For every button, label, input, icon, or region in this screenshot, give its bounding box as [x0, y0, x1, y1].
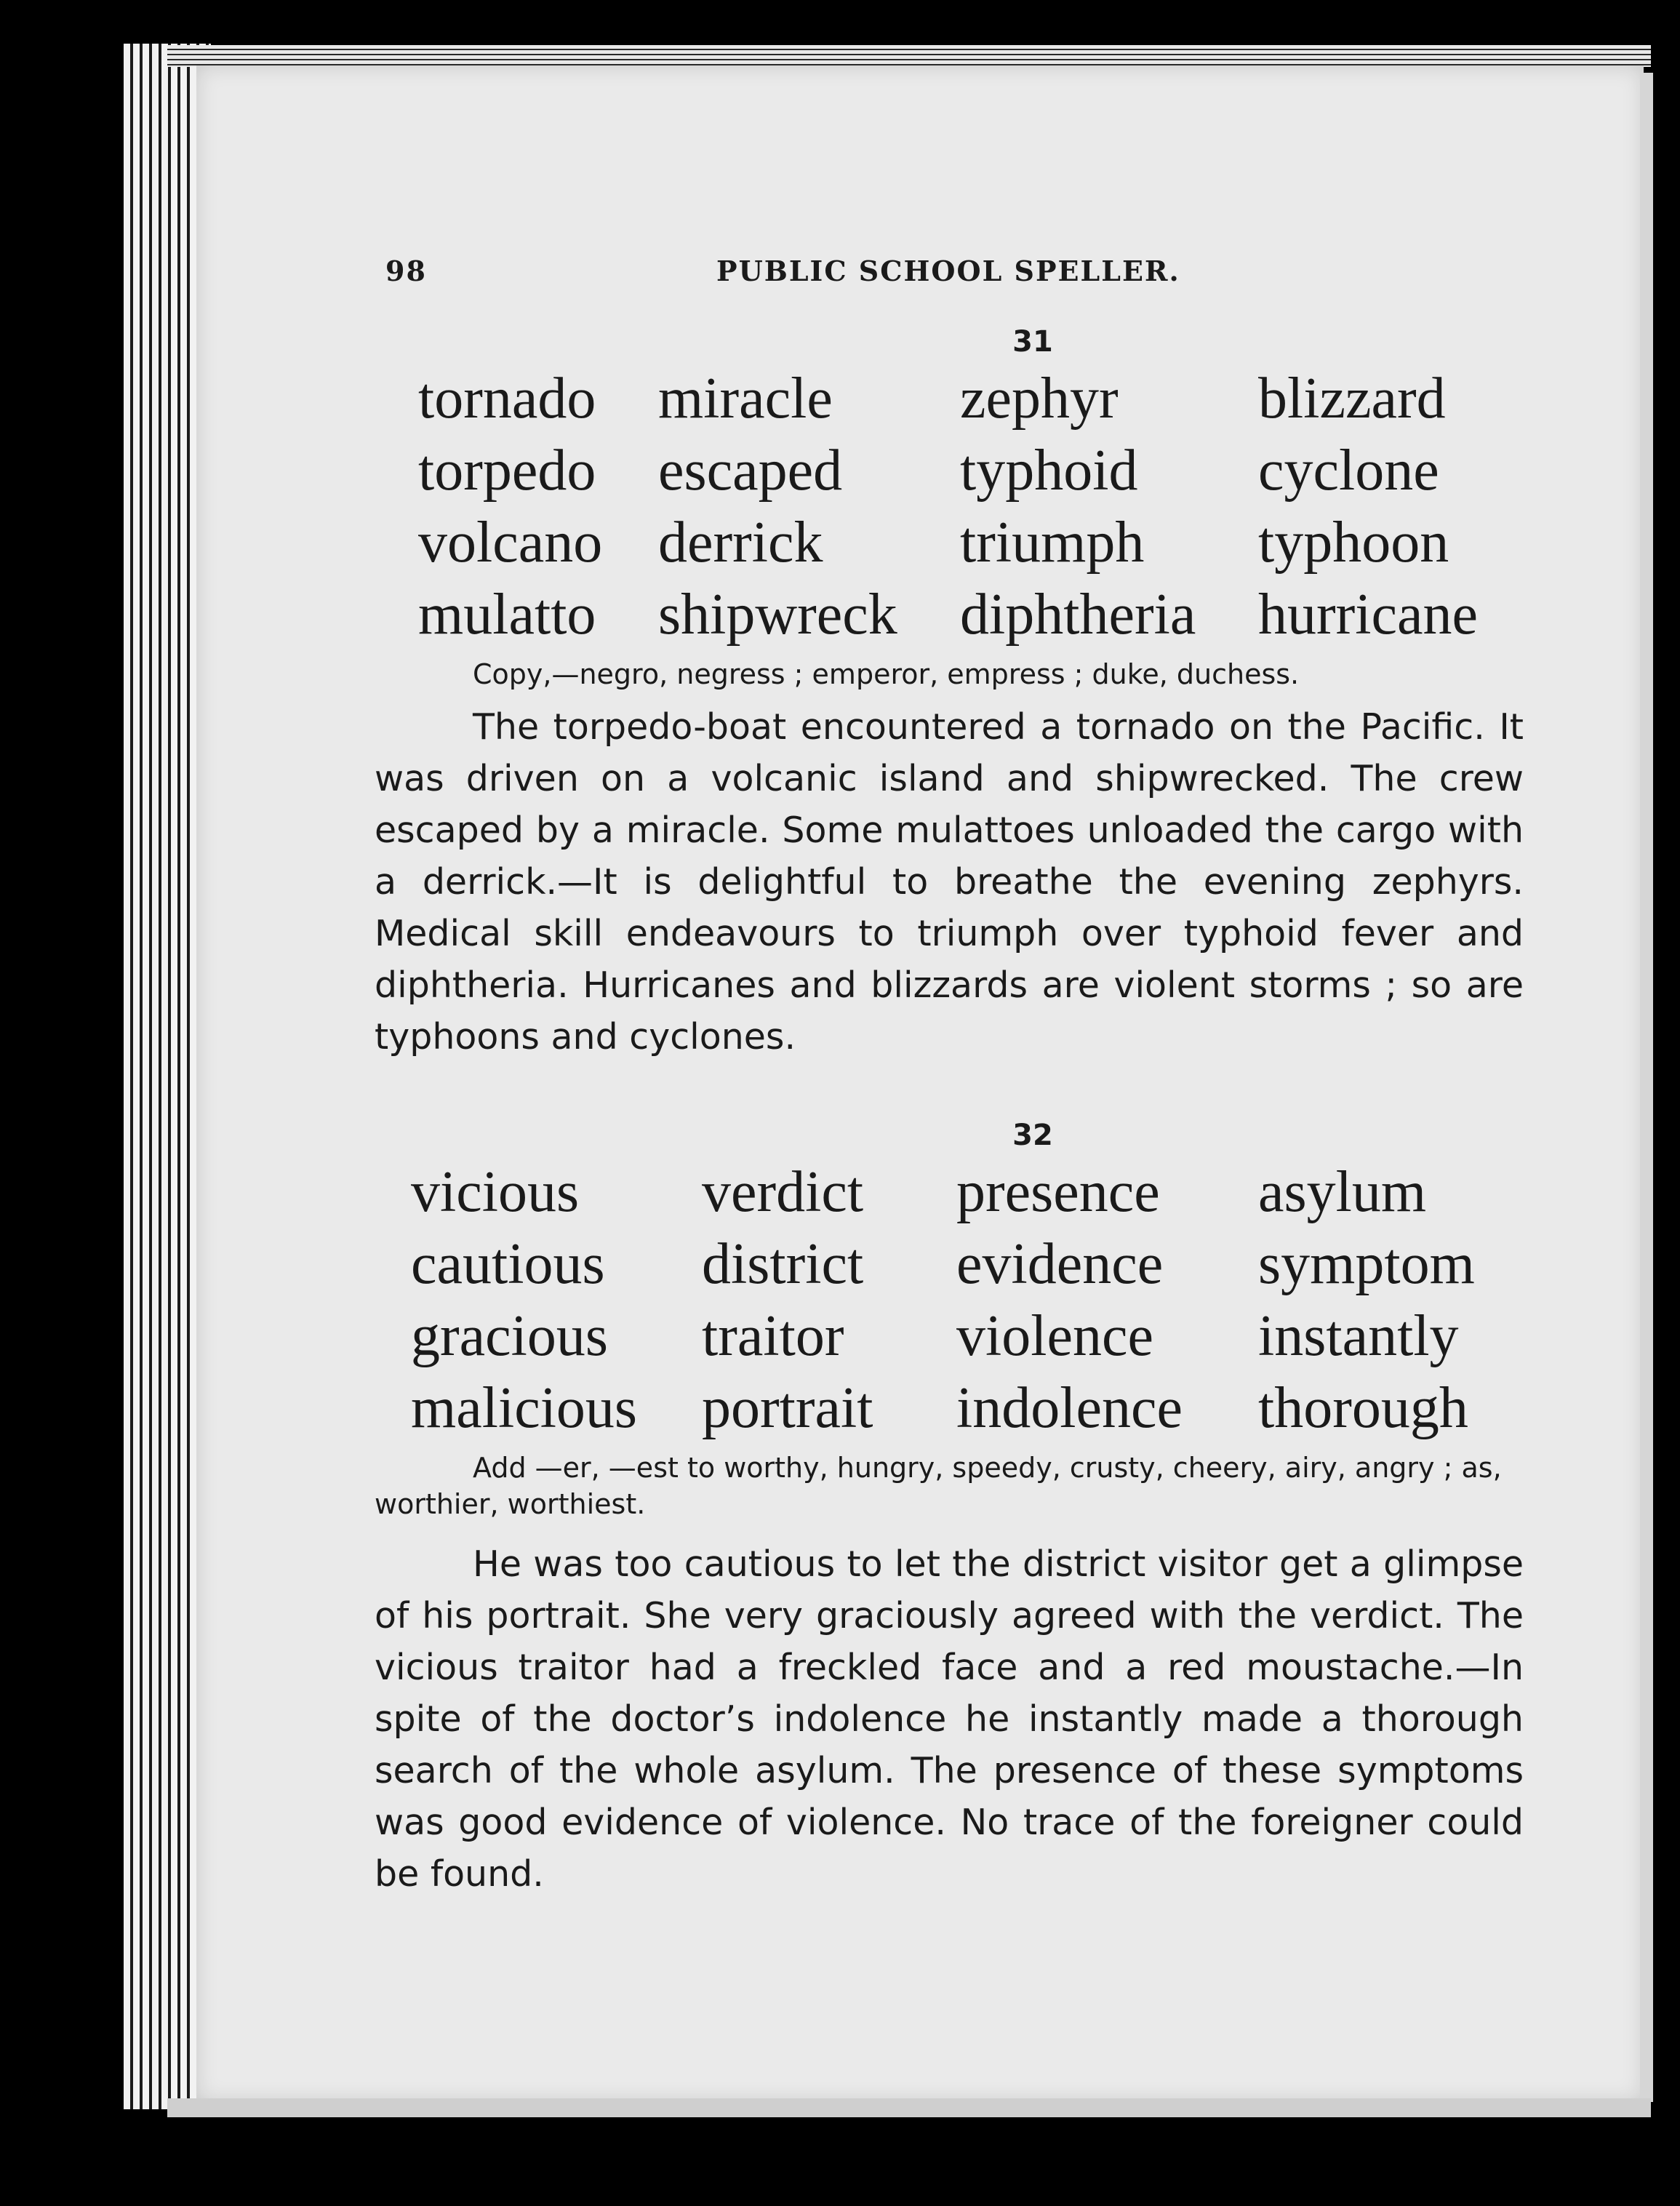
word: shipwreck — [658, 583, 897, 647]
word: cautious — [411, 1232, 605, 1296]
word: diphtheria — [960, 583, 1196, 647]
word: presence — [956, 1160, 1160, 1224]
word: torpedo — [418, 439, 596, 503]
reading-paragraph: He was too cautious to let the district visitor get a glimpse of his portrait. She very graciously agreed with the verdict. The vicious traitor had a freckled face and a red moustache.—In spite of the doctor’s indolence he instantly made a thorough search of the whole asylum. The presence of these symptoms was good evidence of violence. No trace of the foreigner could be found. — [375, 1543, 1524, 1895]
word: blizzard — [1258, 367, 1446, 431]
word: violence — [956, 1304, 1153, 1368]
word: district — [702, 1232, 864, 1296]
word: typhoon — [1258, 511, 1449, 575]
page-edges-top — [167, 45, 1651, 67]
word: malicious — [411, 1376, 638, 1440]
word: symptom — [1258, 1232, 1475, 1296]
reading-paragraph: The torpedo-boat encountered a tornado on the Pacific. It was driven on a volcanic island and shipwrecked. The crew escaped by a miracle. Some mulattoes unloaded the cargo with a derrick.—It is delightful to breathe the evening zephyrs. Medical skill endeavours to triumph over typhoid fever and diphtheria. Hurricanes and blizzards are violent storms ; so are typhoons and cyclones. — [375, 706, 1524, 1058]
word: volcano — [418, 511, 603, 575]
lesson-number: 32 — [1012, 1119, 1053, 1152]
word: verdict — [702, 1160, 864, 1224]
word-list — [418, 364, 1524, 650]
page-edge-bottom — [167, 2098, 1651, 2117]
word: indolence — [956, 1376, 1183, 1440]
word: vicious — [411, 1160, 580, 1224]
word: cyclone — [1258, 439, 1439, 503]
word: escaped — [658, 439, 843, 503]
word: portrait — [702, 1376, 873, 1440]
page-edge-right — [1640, 73, 1653, 2102]
word: thorough — [1258, 1376, 1468, 1440]
lesson-number: 31 — [1012, 325, 1053, 359]
word: hurricane — [1258, 583, 1479, 647]
word: evidence — [956, 1232, 1164, 1296]
word: instantly — [1258, 1304, 1459, 1368]
word: gracious — [411, 1304, 609, 1368]
word: triumph — [960, 511, 1145, 575]
page-number: 98 — [385, 255, 427, 287]
word: derrick — [658, 511, 823, 575]
exercise-note: Copy,—negro, negress ; emperor, empress ; duke, duchess. — [473, 658, 1300, 690]
word: mulatto — [418, 583, 596, 647]
page-content — [375, 255, 1524, 1900]
word-list — [411, 1157, 1524, 1444]
word: typhoid — [960, 439, 1138, 503]
word: asylum — [1258, 1160, 1427, 1224]
word: zephyr — [960, 367, 1119, 431]
word: tornado — [418, 367, 596, 431]
exercise-note: Add —er, —est to worthy, hungry, speedy, crusty, cheery, airy, angry ; as, worthier, worthiest. — [375, 1452, 1502, 1520]
word: traitor — [702, 1304, 844, 1368]
word: miracle — [658, 367, 833, 431]
running-header — [375, 255, 1524, 298]
running-title: PUBLIC SCHOOL SPELLER. — [716, 255, 1180, 287]
